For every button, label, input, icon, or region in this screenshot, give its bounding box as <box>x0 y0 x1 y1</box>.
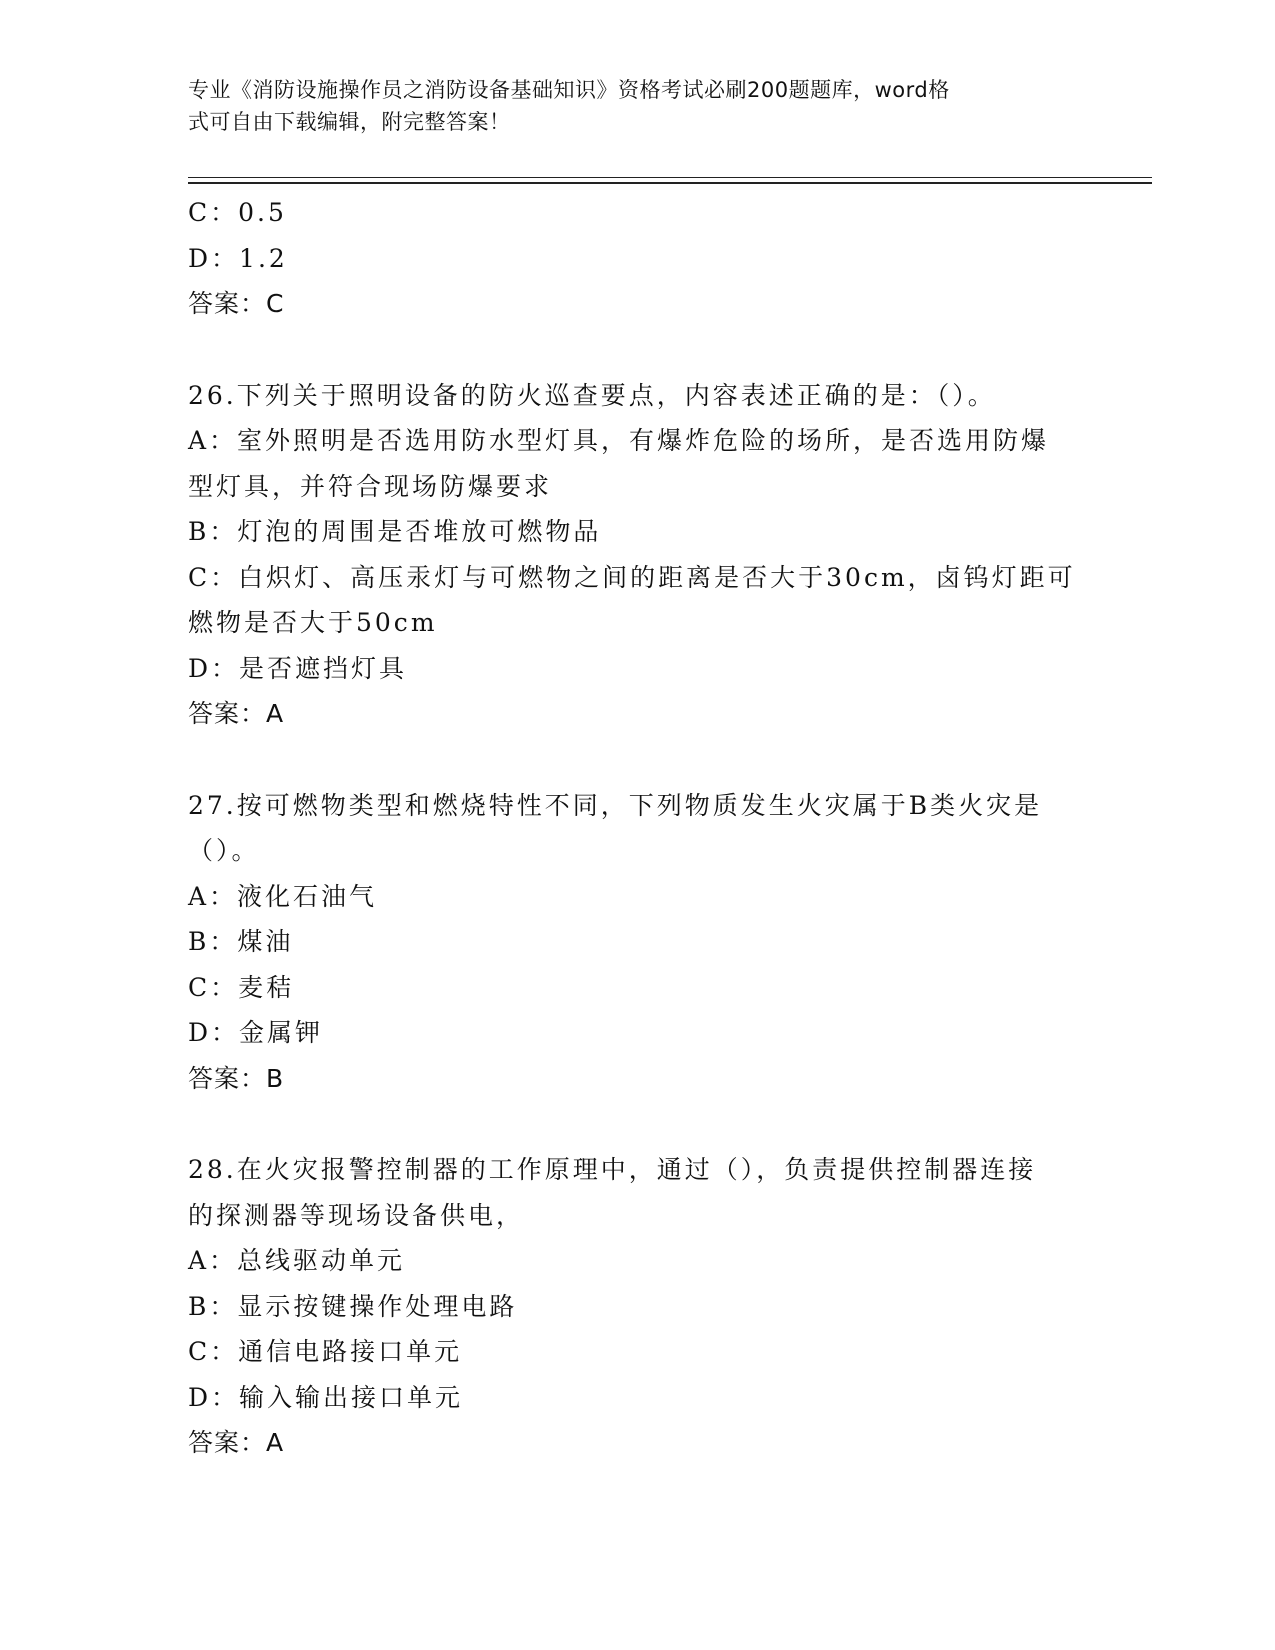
answer-line: 答案：A <box>188 699 285 728</box>
option-b: B：灯泡的周围是否堆放可燃物品 <box>188 517 602 546</box>
option-c: C：0.5 <box>188 198 287 227</box>
option-c: C：麦秸 <box>188 972 295 1002</box>
question-stem-continued: （）。 <box>188 836 260 865</box>
option-b: B：显示按键操作处理电路 <box>188 1291 518 1321</box>
option-c: C：通信电路接口单元 <box>188 1337 463 1366</box>
option-d: D：是否遮挡灯具 <box>188 653 408 683</box>
option-a: A：室外照明是否选用防水型灯具，有爆炸危险的场所，是否选用防爆 <box>188 426 1050 455</box>
answer-line: 答案：A <box>188 1428 285 1457</box>
question-spacer <box>188 327 1088 373</box>
question-stem: 27.按可燃物类型和燃烧特性不同，下列物质发生火灾属于B类火灾是 <box>188 790 1043 820</box>
option-d: D：输入输出接口单元 <box>188 1382 464 1412</box>
option-c: C：白炽灯、高压汞灯与可燃物之间的距离是否大于30cm，卤钨灯距可 <box>188 562 1076 592</box>
option-c-continued: 燃物是否大于50cm <box>188 608 438 637</box>
header-line-1: 专业《消防设施操作员之消防设备基础知识》资格考试必刷200题题库，word格 <box>188 78 950 102</box>
question-list <box>188 190 1088 1466</box>
document-header <box>188 74 1088 138</box>
question-26 <box>188 373 1088 737</box>
option-a: A：液化石油气 <box>188 881 378 911</box>
question-27 <box>188 783 1088 1102</box>
option-a: A：总线驱动单元 <box>188 1246 406 1275</box>
header-rule-thin <box>188 177 1152 178</box>
option-a-continued: 型灯具，并符合现场防爆要求 <box>188 471 553 501</box>
option-d: D：金属钾 <box>188 1018 324 1047</box>
answer-line: 答案：C <box>188 289 285 318</box>
option-d: D：1.2 <box>188 243 288 273</box>
question-stem-continued: 的探测器等现场设备供电， <box>188 1200 525 1230</box>
question-spacer <box>188 1101 1088 1147</box>
question-spacer <box>188 737 1088 783</box>
header-rule-thick <box>188 182 1152 184</box>
question-28 <box>188 1147 1088 1466</box>
previous-question-tail <box>188 190 1088 327</box>
question-stem: 28.在火灾报警控制器的工作原理中，通过（），负责提供控制器连接 <box>188 1155 1037 1184</box>
option-b: B：煤油 <box>188 927 294 956</box>
answer-line: 答案：B <box>188 1063 285 1093</box>
header-line-2: 式可自由下载编辑，附完整答案！ <box>188 110 511 134</box>
question-stem: 26.下列关于照明设备的防火巡查要点，内容表述正确的是：（）。 <box>188 380 996 410</box>
